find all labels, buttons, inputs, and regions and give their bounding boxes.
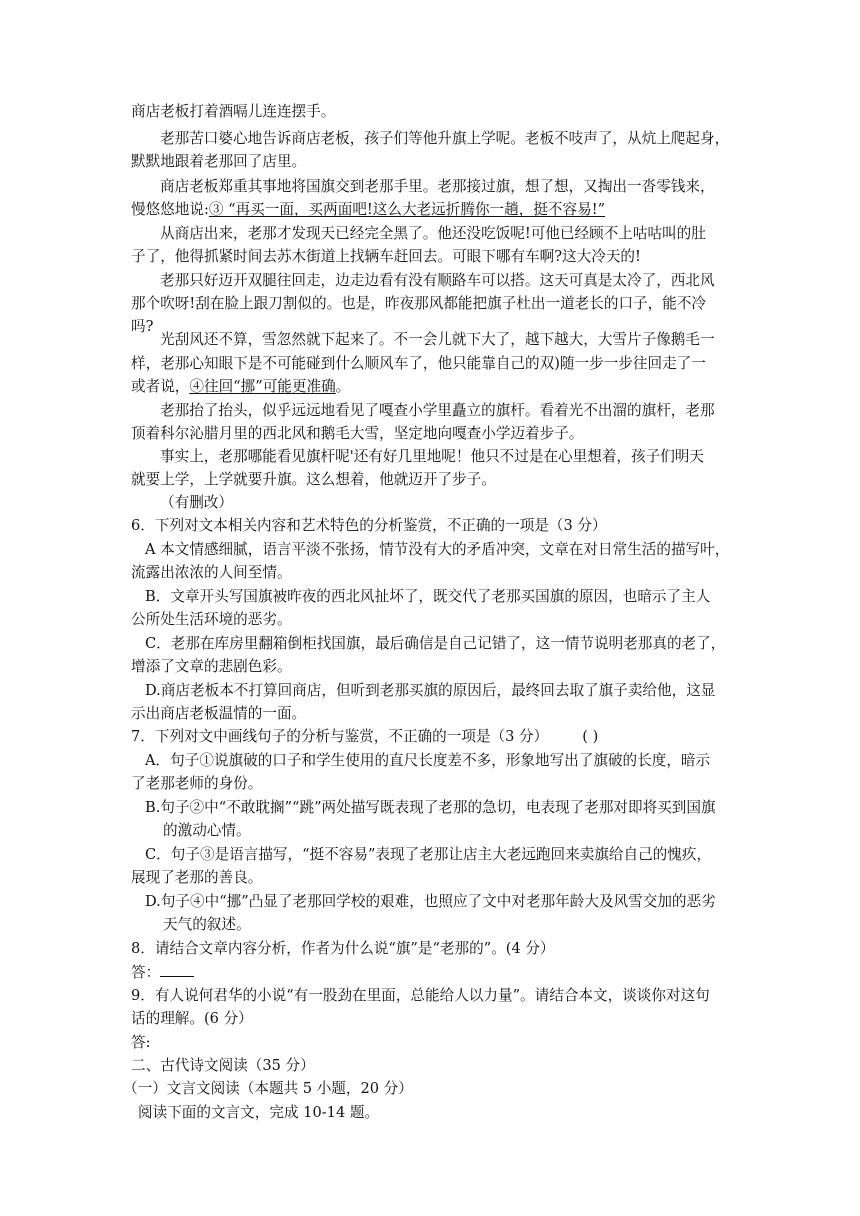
- story-paragraph-7-line-1: 老那抬了抬头，似乎远远地看见了嘎查小学里矗立的旗杆。看着光不出溜的旗杆，老那: [160, 402, 715, 419]
- story-paragraph-3-line-1: 商店老板郑重其事地将国旗交到老那手里。老那接过旗，想了想，又掏出一沓零钱来，: [160, 178, 715, 195]
- answer-blank[interactable]: [160, 962, 194, 977]
- answer-parentheses: ( ): [582, 728, 599, 745]
- question-6-option-d-line-1: D.商店老板本不打算回商店，但听到老那买旗的原因后，最终回去取了旗子卖给他，这显: [145, 682, 716, 699]
- question-7-stem: [131, 727, 860, 747]
- section-2-title: 二、古代诗文阅读（35 分）: [131, 1057, 315, 1074]
- underlined-sentence-4: ④往回“挪”可能更准确: [189, 378, 336, 395]
- question-7-option-a-line-2: 了老那老师的身份。: [131, 775, 263, 792]
- question-6-option-a-line-1: A 本文情感细腻，语言平淡不张扬，情节没有大的矛盾冲突，文章在对日常生活的描写叶，: [145, 541, 730, 558]
- question-9-stem-line-2: 话的理解。(6 分）: [131, 1010, 253, 1027]
- question-8-answer: [131, 962, 860, 983]
- question-9-stem-line-1: 9．有人说何君华的小说“有一股劲在里面，总能给人以力量”。请结合本文，谈谈你对这句: [131, 987, 710, 1004]
- question-7-option-c-line-1: C．句子③是语言描写，“挺不容易”表现了老那让店主大老远跑回来卖旗给自己的愧疚，: [145, 846, 712, 863]
- story-paragraph-6-line-3: [131, 377, 860, 397]
- story-paragraph-6-line-2: 样，老那心知眼下是不可能碰到什么顺风车了，他只能靠自己的双)随一步一步往回走了一: [131, 355, 706, 372]
- story-paragraph-8-line-2: 就要上学，上学就要升旗。这么想着，他就迈开了步子。: [131, 471, 496, 488]
- story-paragraph-8-line-1: 事实上，老那哪能看见旗杆呢'还有好几里地呢！他只不过是在心里想着，孩子们明天: [160, 448, 704, 465]
- reading-instruction: 阅读下面的文言文，完成 10-14 题。: [138, 1104, 380, 1121]
- question-6-stem: 6．下列对文本相关内容和艺术特色的分析鉴赏，不正确的一项是（3 分）: [131, 517, 607, 534]
- answer-label: 答：: [131, 964, 161, 981]
- question-7-option-a-line-1: A．句子①说旗破的口子和学生使用的直尺长度差不多，形象地写出了旗破的长度，暗示: [145, 752, 711, 769]
- story-paragraph-5-line-3: 吗?: [131, 318, 154, 335]
- story-paragraph-3-line-2: [131, 200, 860, 220]
- question-7-option-b-line-2: 的激动心情。: [163, 822, 251, 839]
- story-paragraph-2-line-2: 默默地跟着老那回了店里。: [131, 153, 307, 170]
- question-6-option-d-line-2: 示出商店老板温情的一面。: [131, 705, 307, 722]
- question-6-option-b-line-1: B．文章开头写国旗被昨夜的西北风扯坏了，既交代了老那买国旗的原因，也暗示了主人: [145, 588, 711, 605]
- story-paragraph-7-line-2: 顶着科尔沁腊月里的西北风和鹅毛大雪，坚定地向嘎查小学迈着步子。: [131, 425, 584, 442]
- story-paragraph-5-line-2: 那个吹呀!刮在脸上跟刀割似的。也是，昨夜那风都能把旗子杜出一道老长的口子，能不冷: [131, 295, 707, 312]
- source-note: （有删改）: [160, 494, 233, 511]
- question-8-stem: 8．请结合文章内容分析，作者为什么说“旗”是“老那的”。(4 分）: [131, 940, 555, 957]
- story-paragraph-6-line-1: 光刮风还不算，雪忽然就下起来了。不一会儿就下大了，越下越大，大雪片子像鹅毛一: [160, 331, 715, 348]
- underlined-sentence-3: ③ “再买一面，买两面吧!这么大老远折腾你一趟，挺不容易!”: [208, 201, 606, 218]
- lead-in-text: 或者说，: [131, 378, 190, 395]
- question-7-option-c-line-2: 展现了老那的善良。: [131, 869, 263, 886]
- story-paragraph-1: 商店老板打着酒嗝儿连连摆手。: [131, 103, 336, 120]
- question-9-answer-label: 答:: [131, 1034, 151, 1051]
- story-paragraph-4-line-1: 从商店出来，老那才发现天已经完全黑了。他还没吃饭呢!可他已经顾不上咕咕叫的肚: [160, 225, 706, 242]
- question-6-option-b-line-2: 公所处生活环境的恶劣。: [131, 611, 292, 628]
- subsection-title: （一）文言文阅读（本题共 5 小题，20 分）: [123, 1080, 413, 1097]
- question-6-option-c-line-1: C．老那在库房里翻箱倒柜找国旗，最后确信是自己记错了，这一情节说明老那真的老了，: [145, 635, 726, 652]
- question-7-option-d-line-2: 天气的叙述。: [163, 916, 251, 933]
- lead-in-text: 慢悠悠地说:: [131, 201, 209, 218]
- question-7-stem-text: 7．下列对文中画线句子的分析与鉴赏，不正确的一项是（3 分）: [131, 728, 549, 745]
- trailing-punctuation: 。: [335, 378, 351, 395]
- question-6-option-a-line-2: 流露出浓浓的人间至情。: [131, 564, 292, 581]
- question-6-option-c-line-2: 增添了文章的悲剧色彩。: [131, 658, 292, 675]
- story-paragraph-5-line-1: 老那只好迈开双腿往回走，边走边看有没有顺路车可以搭。这天可真是太冷了，西北风: [160, 272, 715, 289]
- question-7-option-d-line-1: D.句子④中“挪”凸显了老那回学校的艰难，也照应了文中对老那年龄大及风雪交加的恶劣: [145, 893, 716, 910]
- story-paragraph-4-line-2: 子了，他得抓紧时间去苏木街道上找辆车赶回去。可眼下哪有车啊?这大冷天的!: [131, 248, 641, 265]
- story-paragraph-2-line-1: 老那苦口婆心地告诉商店老板，孩子们等他升旗上学呢。老板不吱声了，从炕上爬起身，: [160, 130, 730, 147]
- question-7-option-b-line-1: B.句子②中“不敢耽搁”“跳”两处描写既表现了老那的急切，电表现了老那对即将买到国旗: [145, 799, 716, 816]
